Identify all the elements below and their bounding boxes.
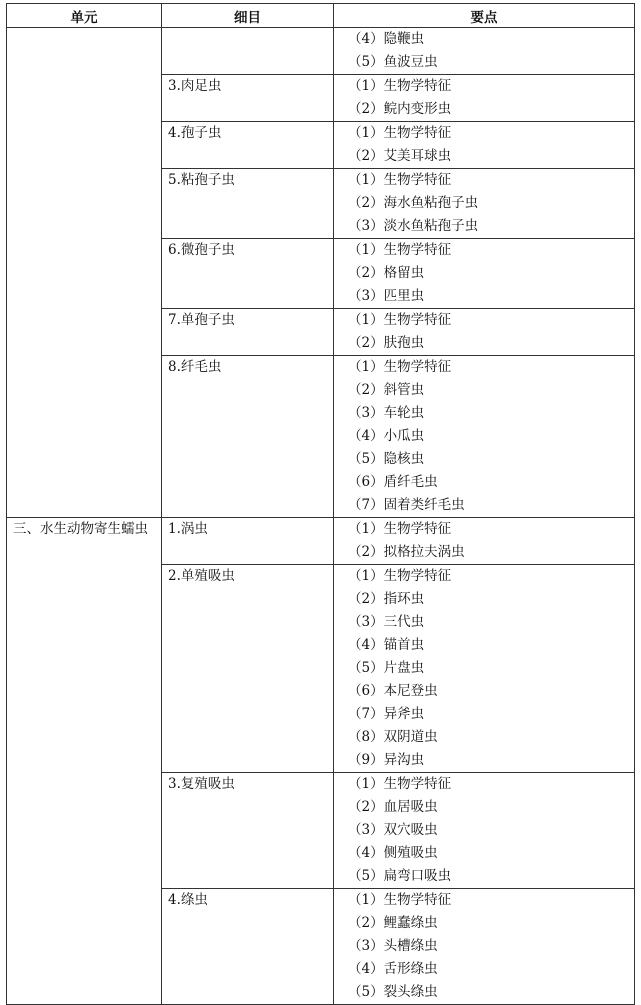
point-item: （2）指环虫 (348, 591, 425, 607)
point-item: （2）鲤蠢绦虫 (348, 915, 438, 931)
point-item: （1）生物学特征 (348, 568, 452, 584)
point-item: （6）本尼登虫 (348, 683, 438, 699)
points-cell (334, 309, 635, 356)
point-item: （9）异沟虫 (348, 752, 425, 768)
points-cell (334, 565, 635, 773)
point-item: （3）匹里虫 (348, 288, 425, 304)
point-item: （5）鱼波豆虫 (348, 54, 438, 70)
point-item: （1）生物学特征 (348, 776, 452, 792)
detail-cell: 6.微孢子虫 (162, 239, 334, 309)
detail-cell: 3.肉足虫 (162, 75, 334, 122)
point-item: （2）艾美耳球虫 (348, 148, 452, 164)
point-item: （8）双阴道虫 (348, 729, 438, 745)
point-item: （4）隐鞭虫 (348, 31, 425, 47)
point-item: （4）锚首虫 (348, 637, 425, 653)
point-item: （4）舌形绦虫 (348, 961, 438, 977)
syllabus-table (6, 3, 635, 1005)
point-item: （4）侧殖吸虫 (348, 845, 438, 861)
point-item: （2）肤孢虫 (348, 335, 425, 351)
point-item: （7）异斧虫 (348, 706, 425, 722)
point-item: （1）生物学特征 (348, 125, 452, 141)
detail-cell: 5.粘孢子虫 (162, 169, 334, 239)
point-item: （2）格留虫 (348, 265, 425, 281)
points-cell (334, 773, 635, 889)
point-item: （5）扁弯口吸虫 (348, 868, 452, 884)
detail-cell: 7.单孢子虫 (162, 309, 334, 356)
points-cell (334, 75, 635, 122)
point-item: （3）淡水鱼粘孢子虫 (348, 218, 479, 234)
point-item: （2）斜管虫 (348, 382, 425, 398)
table-row (7, 28, 635, 75)
point-item: （6）盾纤毛虫 (348, 474, 438, 490)
detail-cell: 1.涡虫 (162, 518, 334, 565)
points-cell (334, 356, 635, 518)
unit-cell: 三、水生动物寄生蠕虫 (7, 518, 162, 1005)
header-points: 要点 (334, 4, 635, 28)
detail-cell: 8.纤毛虫 (162, 356, 334, 518)
detail-cell (162, 28, 334, 75)
point-item: （4）小瓜虫 (348, 428, 425, 444)
detail-cell: 4.绦虫 (162, 889, 334, 1005)
point-item: （1）生物学特征 (348, 521, 452, 537)
point-item: （1）生物学特征 (348, 172, 452, 188)
point-item: （2）海水鱼粘孢子虫 (348, 195, 479, 211)
points-cell (334, 239, 635, 309)
points-cell (334, 122, 635, 169)
point-item: （3）三代虫 (348, 614, 425, 630)
point-item: （3）车轮虫 (348, 405, 425, 421)
points-cell (334, 889, 635, 1005)
point-item: （2）鲩内变形虫 (348, 101, 452, 117)
points-cell (334, 169, 635, 239)
header-unit: 单元 (7, 4, 162, 28)
point-item: （1）生物学特征 (348, 78, 452, 94)
point-item: （1）生物学特征 (348, 359, 452, 375)
detail-cell: 3.复殖吸虫 (162, 773, 334, 889)
points-cell (334, 518, 635, 565)
table-row (7, 518, 635, 565)
detail-cell: 4.孢子虫 (162, 122, 334, 169)
point-item: （5）裂头绦虫 (348, 984, 438, 1000)
point-item: （1）生物学特征 (348, 312, 452, 328)
point-item: （2）拟格拉夫涡虫 (348, 544, 465, 560)
point-item: （5）隐核虫 (348, 451, 425, 467)
point-item: （7）固着类纤毛虫 (348, 497, 465, 513)
points-cell (334, 28, 635, 75)
point-item: （5）片盘虫 (348, 660, 425, 676)
point-item: （1）生物学特征 (348, 892, 452, 908)
header-row (7, 4, 635, 28)
header-detail: 细目 (162, 4, 334, 28)
point-item: （3）双穴吸虫 (348, 822, 438, 838)
point-item: （1）生物学特征 (348, 242, 452, 258)
point-item: （2）血居吸虫 (348, 799, 438, 815)
unit-cell (7, 28, 162, 518)
detail-cell: 2.单殖吸虫 (162, 565, 334, 773)
point-item: （3）头槽绦虫 (348, 938, 438, 954)
